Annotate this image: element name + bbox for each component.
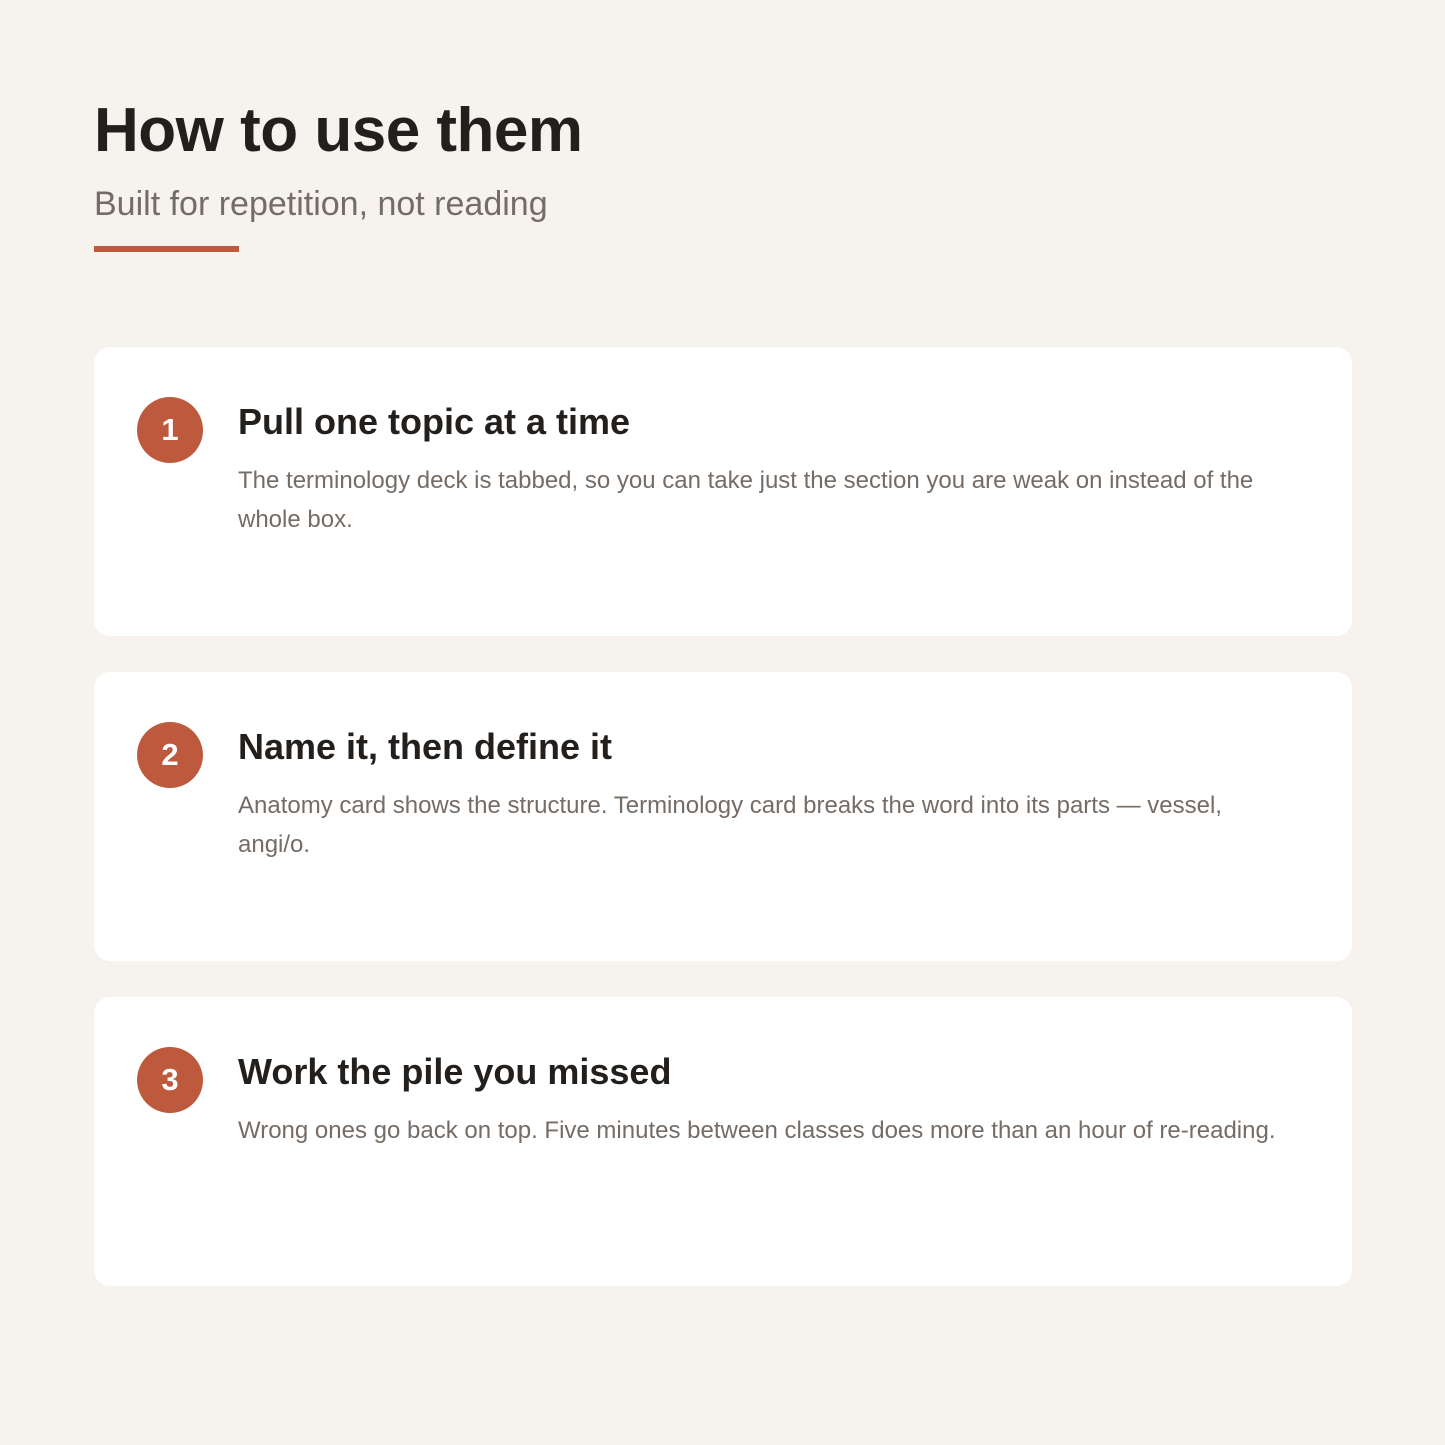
- step-number-badge: 1: [137, 397, 203, 463]
- page-subtitle: Built for repetition, not reading: [94, 185, 548, 223]
- page-header: [94, 92, 1352, 252]
- step-title: Work the pile you missed: [238, 1051, 672, 1092]
- page-title: How to use them: [94, 96, 583, 165]
- step-title: Name it, then define it: [238, 726, 613, 767]
- accent-divider: [94, 246, 239, 252]
- step-card-3: [94, 997, 1352, 1286]
- step-title: Pull one topic at a time: [238, 401, 631, 442]
- step-number-badge: 2: [137, 722, 203, 788]
- step-description: Anatomy card shows the structure. Terminology card breaks the word into its parts — vessel, angi/o.: [238, 792, 1222, 858]
- step-number-badge: 3: [137, 1047, 203, 1113]
- step-description: Wrong ones go back on top. Five minutes between classes does more than an hour of re-reading.: [238, 1117, 1276, 1144]
- step-card-2: [94, 672, 1352, 961]
- steps-list: [94, 347, 1352, 1322]
- step-description: The terminology deck is tabbed, so you can take just the section you are weak on instead of the whole box.: [238, 467, 1254, 533]
- step-card-1: [94, 347, 1352, 636]
